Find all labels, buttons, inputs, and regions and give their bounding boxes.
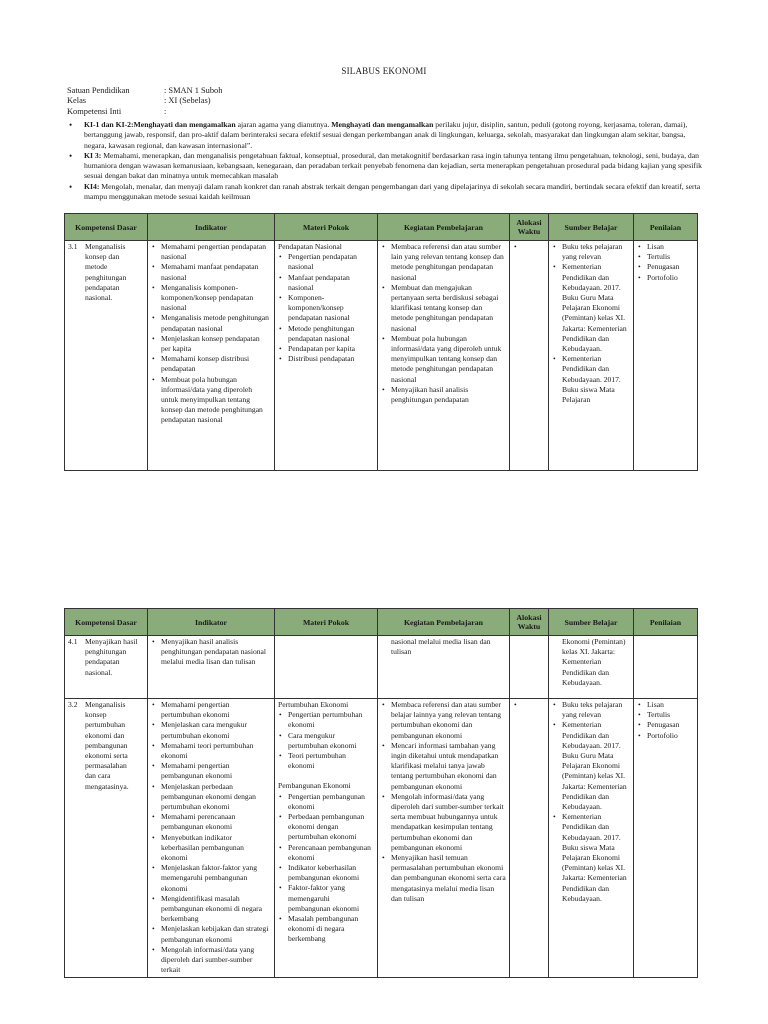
col-kompetensi-dasar: Kompetensi Dasar bbox=[65, 609, 148, 636]
materi-cell bbox=[275, 636, 378, 699]
list-item: • Portofolio bbox=[637, 731, 694, 741]
list-item: • Penugasan bbox=[637, 262, 694, 272]
meta-label: Satuan Pendidikan bbox=[67, 86, 130, 95]
list-item: • Mencari informasi tambahan yang ingin diketahui untuk mendapatkan klarifikasi melalui tanya jawab tentang pertumbuhan ekonomi dan pembangunan ekonomi bbox=[381, 741, 506, 792]
col-penilaian: Penilaian bbox=[634, 214, 698, 241]
list-item: • Teori pertumbuhan ekonomi bbox=[278, 751, 374, 771]
list-item: • Membaca referensi dan atau sumber belajar lainnya yang relevan tentang pertumbuhan ekonomi dan pembangunan ekonomi bbox=[381, 700, 506, 741]
ki-heading: KI 3: bbox=[84, 150, 102, 160]
kegiatan-cell bbox=[378, 241, 510, 471]
list-item: • Membuat pola hubungan informasi/data yang diperoleh untuk menyimpulkan tentang konsep dan metode penghitungan pendapatan nasional bbox=[381, 334, 506, 385]
col-kompetensi-dasar: Kompetensi Dasar bbox=[65, 214, 148, 241]
alokasi-cell bbox=[510, 241, 549, 471]
kegiatan-continued: nasional melalui media lisan dan tulisan bbox=[391, 637, 491, 657]
list-item: • Mengolah informasi/data yang diperoleh dari sumber-sumber terkait bbox=[151, 945, 271, 976]
list-item: • Perbedaan pembangunan ekonomi dengan pertumbuhan ekonomi bbox=[278, 812, 374, 843]
indikator-cell bbox=[148, 636, 275, 699]
meta-label: Kelas bbox=[67, 96, 87, 106]
list-item: • Menjelaskan kebijakan dan strategi pembangunan ekonomi bbox=[151, 924, 271, 944]
sumber-cell bbox=[549, 699, 634, 978]
sumber-cell bbox=[549, 241, 634, 471]
document-title: SILABUS EKONOMI bbox=[341, 66, 427, 76]
materi-title: Pendapatan Nasional bbox=[278, 242, 342, 251]
list-item: • Lisan bbox=[637, 242, 694, 252]
ki-item bbox=[67, 151, 703, 182]
list-item: • Menjelaskan konsep pendapatan per kapita bbox=[151, 334, 271, 354]
list-item: • Memahami pengertian pendapatan nasional bbox=[151, 242, 271, 262]
kompetensi-inti-list bbox=[67, 120, 703, 202]
list-item: • Cara mengukur pertumbuhan ekonomi bbox=[278, 731, 374, 751]
ki-text: Memahami, menerapkan, dan menganalisis pengetahuan faktual, konseptual, prosedural, dan metakognitif berdasarkan rasa ingin tahunya tentang ilmu pengetahuan, teknologi, seni, budaya, dan humaniora dengan wawasan kemanusiaan, kebangsaan, kenegaraan, dan peradaban terkait penyebab fenomena dan kejadian, serta menerapkan pengetahuan prosedural pada bidang kajian yang spesifik sesuai dengan bakat dan minatnya untuk memecahkan masalah bbox=[84, 150, 702, 181]
materi-cell bbox=[275, 241, 378, 471]
kd-number: 3.2 bbox=[68, 700, 78, 709]
ki-emphasis: Menghayati dan mengamalkan bbox=[331, 120, 434, 129]
list-item: • Membaca referensi dan atau sumber lain yang relevan tentang konsep dan metode penghitungan pendapatan nasional bbox=[381, 242, 506, 283]
list-item: • Pengertian pertumbuhan ekonomi bbox=[278, 710, 374, 730]
ki-heading: KI-1 dan KI-2:Menghayati dan mengamalkan bbox=[84, 120, 236, 129]
table-row bbox=[65, 636, 698, 699]
list-item: • Kementerian Pendidikan dan Kebudayaan. 2017. Buku Guru Mata Pelajaran Ekonomi (Pemintan) kelas XI. Jakarta: Kementerian Pendidikan dan Kebudayaan. bbox=[552, 262, 630, 354]
table-header-row bbox=[65, 609, 698, 636]
ki-item bbox=[67, 120, 703, 151]
list-item: • Portofolio bbox=[637, 273, 694, 283]
materi-title: Pembangunan Ekonomi bbox=[278, 781, 351, 791]
meta-row bbox=[67, 107, 222, 117]
materi-title: Pertumbuhan Ekonomi bbox=[278, 700, 349, 709]
list-item: • Menyajikan hasil analisis penghitungan pendapatan nasional melalui media lisan dan tulisan bbox=[151, 637, 271, 668]
materi-cell bbox=[275, 699, 378, 978]
sumber-cell bbox=[549, 636, 634, 699]
indikator-cell bbox=[148, 241, 275, 471]
list-item: • Penugasan bbox=[637, 720, 694, 730]
list-item: • Menyajikan hasil temuan permasalahan pertumbuhan ekonomi dan pembangunan ekonomi serta cara mengatasinya melalui media lisan dan tulisan bbox=[381, 853, 506, 904]
ki-item bbox=[67, 182, 703, 203]
list-item: • Memahami perencanaan pembangunan ekonomi bbox=[151, 812, 271, 832]
table-row bbox=[65, 241, 698, 471]
syllabus-table-2 bbox=[64, 608, 698, 978]
kd-number: 4.1 bbox=[68, 637, 78, 646]
list-item: • Tertulis bbox=[637, 710, 694, 720]
col-sumber-belajar: Sumber Belajar bbox=[549, 609, 634, 636]
table-header-row bbox=[65, 214, 698, 241]
list-item: • Menyajikan hasil analisis penghitungan pendapatan bbox=[381, 385, 506, 405]
list-item: • Komponen-komponen/konsep pendapatan nasional bbox=[278, 293, 374, 324]
col-penilaian: Penilaian bbox=[634, 609, 698, 636]
kd-cell bbox=[65, 699, 148, 978]
list-item: • Menganalisis komponen-komponen/konsep pendapatan nasional bbox=[151, 283, 271, 314]
ki-text: Mengolah, menalar, dan menyaji dalam ranah konkret dan ranah abstrak terkait dengan pengembangan dari yang dipelajarinya di sekolah secara mandiri, bertindak secara efektif dan kreatif, serta mampu menggunakan metode sesuai kaidah keilmuan bbox=[84, 181, 701, 202]
list-item: • Metode penghitungan pendapatan nasional bbox=[278, 324, 374, 344]
col-alokasi-waktu: Alokasi Waktu bbox=[510, 609, 549, 636]
meta-row bbox=[67, 86, 222, 96]
table-row bbox=[65, 699, 698, 978]
col-kegiatan: Kegiatan Pembelajaran bbox=[378, 609, 510, 636]
list-item: • Indikator keberhasilan pembangunan ekonomi bbox=[278, 863, 374, 883]
list-item: • Memahami teori pertumbuhan ekonomi bbox=[151, 741, 271, 761]
list-item: • Memahami konsep distribusi pendapatan bbox=[151, 354, 271, 374]
identity-block bbox=[67, 86, 222, 117]
penilaian-cell bbox=[634, 636, 698, 699]
list-item: • Lisan bbox=[637, 700, 694, 710]
list-item: • Tertulis bbox=[637, 252, 694, 262]
list-item: • Memahami pengertian pertumbuhan ekonomi bbox=[151, 700, 271, 720]
col-indikator: Indikator bbox=[148, 214, 275, 241]
alokasi-cell bbox=[510, 636, 549, 699]
list-item: • Menganalisis metode penghitungan pendapatan nasional bbox=[151, 313, 271, 333]
ki-heading: KI4: bbox=[84, 181, 100, 191]
meta-row bbox=[67, 96, 222, 106]
kd-text: Menganalisis konsep dan metode penghitungan pendapatan nasional. bbox=[85, 242, 127, 303]
kd-cell bbox=[65, 241, 148, 471]
list-item: • Faktor-faktor yang memengaruhi pembangunan ekonomi bbox=[278, 883, 374, 914]
list-item: • Kementerian Pendidikan dan Kebudayaan. 2017. Buku siswa Mata Pelajaran Ekonomi (Pemintan) kelas XI. Jakarta: Kementerian Pendidikan dan Kebudayaan. bbox=[552, 812, 630, 904]
alokasi-cell bbox=[510, 699, 549, 978]
col-indikator: Indikator bbox=[148, 609, 275, 636]
list-item: • Memahami manfaat pendapatan nasional bbox=[151, 262, 271, 282]
list-item: • Perencanaan pembangunan ekonomi bbox=[278, 843, 374, 863]
meta-value: : XI (Sebelas) bbox=[164, 96, 211, 106]
list-item: • Memahami pengertian pembangunan ekonomi bbox=[151, 761, 271, 781]
penilaian-cell bbox=[634, 699, 698, 978]
kd-cell bbox=[65, 636, 148, 699]
col-kegiatan: Kegiatan Pembelajaran bbox=[378, 214, 510, 241]
penilaian-cell bbox=[634, 241, 698, 471]
list-item: • Pendapatan per kapita bbox=[278, 344, 374, 354]
list-item: • Membuat dan mengajukan pertanyaan serta berdiskusi sebagai klarifikasi tentang konsep dan metode penghitungan pendapatan nasional bbox=[381, 283, 506, 334]
indikator-cell bbox=[148, 699, 275, 978]
list-item: • Masalah pembangunan ekonomi di negara berkembang bbox=[278, 914, 374, 945]
sumber-continued: Ekonomi (Pemintan) kelas XI. Jakarta: Kementerian Pendidikan dan Kebudayaan. bbox=[562, 637, 626, 687]
list-item: • Pengertian pendapatan nasional bbox=[278, 252, 374, 272]
list-item: • Mengidentifikasi masalah pembangunan ekonomi di negara berkembang bbox=[151, 894, 271, 925]
spacer bbox=[278, 771, 374, 781]
ki-text: ajaran agama yang dianutnya. bbox=[235, 120, 332, 129]
meta-label: Kompetensi Inti bbox=[67, 106, 122, 116]
kegiatan-cell bbox=[378, 636, 510, 699]
kd-number: 3.1 bbox=[68, 242, 78, 251]
list-item: • Menjelaskan faktor-faktor yang memengaruhi pembangunan ekonomi bbox=[151, 863, 271, 894]
list-item: • Distribusi pendapatan bbox=[278, 354, 374, 364]
list-item: • Manfaat pendapatan nasional bbox=[278, 273, 374, 293]
col-alokasi-waktu: Alokasi Waktu bbox=[510, 214, 549, 241]
list-item: • Kementerian Pendidikan dan Kebudayaan. 2017. Buku siswa Mata Pelajaran bbox=[552, 354, 630, 405]
list-item: • Buku teks pelajaran yang relevan bbox=[552, 242, 630, 262]
list-item: • Membuat pola hubungan informasi/data yang diperoleh untuk menyimpulkan tentang konsep dan metode penghitungan pendapatan nasional bbox=[151, 375, 271, 426]
list-item: • Menjelaskan perbedaan pembangunan ekonomi dengan pertumbuhan ekonomi bbox=[151, 782, 271, 813]
syllabus-table-1 bbox=[64, 213, 698, 471]
list-item: • Menjelaskan cara mengukur pertumbuhan ekonomi bbox=[151, 720, 271, 740]
meta-value: : SMAN 1 Suboh bbox=[164, 86, 223, 95]
list-item: • Mengolah informasi/data yang diperoleh dari sumber-sumber terkait serta membuat hubungannya untuk mendapatkan kesimpulan tentang pertumbuhan ekonomi dan pembangunan ekonomi bbox=[381, 792, 506, 853]
col-materi-pokok: Materi Pokok bbox=[275, 214, 378, 241]
col-sumber-belajar: Sumber Belajar bbox=[549, 214, 634, 241]
list-item: • Pengertian pembangunan ekonomi bbox=[278, 792, 374, 812]
kd-text: Menyajikan hasil penghitungan pendapatan nasional. bbox=[85, 637, 138, 677]
list-item: • Kementerian Pendidikan dan Kebudayaan. 2017. Buku Guru Mata Pelajaran Ekonomi (Pemintan) kelas XI. Jakarta: Kementerian Pendidikan dan Kebudayaan. bbox=[552, 720, 630, 812]
col-materi-pokok: Materi Pokok bbox=[275, 609, 378, 636]
list-item: • Buku teks pelajaran yang relevan bbox=[552, 700, 630, 720]
list-item: • Menyebutkan indikator keberhasilan pembangunan ekonomi bbox=[151, 833, 271, 864]
ki-text: perilaku jujur, disiplin, santun, peduli (gotong royong, kerjasama, toleran, damai), bertanggung jawab, responsif, dan pro-aktif dalam berinteraksi secara efektif sesuai dengan perkembangan anak di lingkungan, keluarga, sekolah, masyarakat dan lingkungan alam sekitar, bangsa, negara, kawasan regional, dan kawasan internasional”. bbox=[84, 120, 688, 150]
kd-text: Menganalisis konsep pertumbuhan ekonomi dan pembangunan ekonomi serta permasalahan dan cara mengatasinya. bbox=[85, 700, 129, 791]
kegiatan-cell bbox=[378, 699, 510, 978]
meta-value: : bbox=[164, 106, 167, 116]
